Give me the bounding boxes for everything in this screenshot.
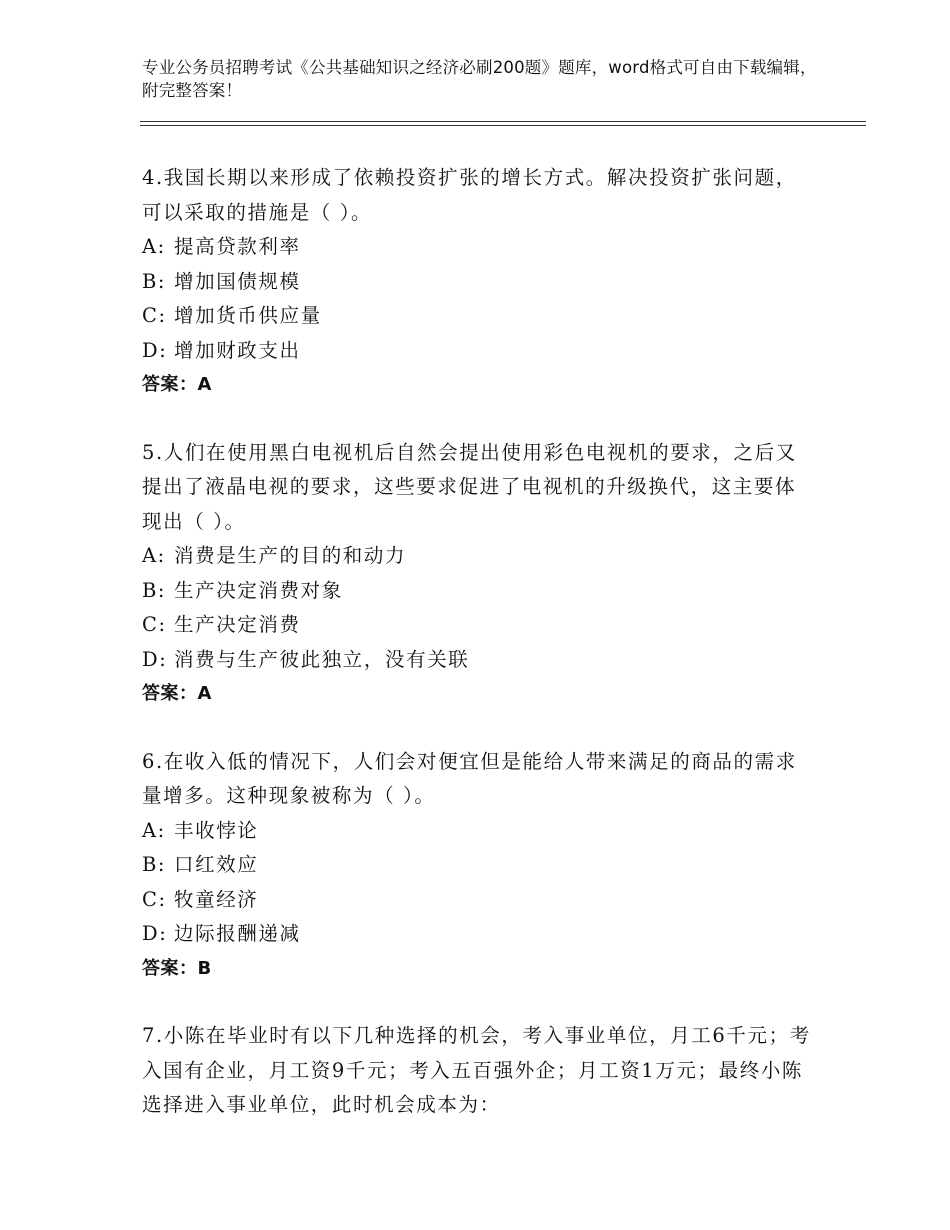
option-d	[142, 334, 812, 369]
option-d	[142, 917, 812, 952]
question-5	[142, 436, 812, 712]
option-key: D:	[142, 338, 168, 362]
option-b	[142, 265, 812, 300]
question-4	[142, 161, 812, 403]
option-a	[142, 230, 812, 265]
option-text: 生产决定消费	[174, 613, 301, 636]
option-b	[142, 848, 812, 883]
header-divider-top	[140, 121, 866, 122]
option-text: 丰收悖论	[174, 818, 259, 842]
answer-label: 答案：A	[142, 683, 212, 704]
option-key: D:	[142, 922, 168, 945]
option-text: 牧童经济	[174, 887, 259, 911]
option-text: 消费是生产的目的和动力	[174, 544, 407, 567]
header-divider-bottom	[140, 125, 866, 126]
option-key: B:	[142, 853, 167, 876]
question-list	[142, 161, 812, 1156]
option-text: 增加财政支出	[174, 338, 301, 362]
question-stem: 4.我国长期以来形成了依赖投资扩张的增长方式。解决投资扩张问题，可以采取的措施是（ ）。	[142, 166, 797, 224]
option-key: B:	[142, 578, 167, 602]
question-stem: 5.人们在使用黑白电视机后自然会提出使用彩色电视机的要求，之后又提出了液晶电视的要求，这些要求促进了电视机的升级换代，这主要体现出（ ）。	[142, 440, 797, 533]
option-text: 口红效应	[174, 853, 259, 876]
option-b	[142, 574, 812, 609]
option-key: B:	[142, 269, 167, 293]
option-text: 增加国债规模	[174, 269, 301, 293]
question-6	[142, 745, 812, 987]
option-key: A:	[142, 235, 166, 258]
question-stem: 6.在收入低的情况下，人们会对便宜但是能给人带来满足的商品的需求量增多。这种现象被称为（ ）。	[142, 749, 797, 807]
option-c	[142, 608, 812, 643]
option-a	[142, 539, 812, 574]
option-a	[142, 814, 812, 849]
option-key: A:	[142, 544, 166, 567]
answer-label: 答案：A	[142, 374, 212, 395]
option-key: C:	[142, 304, 167, 327]
option-c	[142, 883, 812, 918]
option-d	[142, 643, 812, 678]
option-c	[142, 299, 812, 334]
option-text: 增加货币供应量	[174, 304, 322, 327]
question-7	[142, 1019, 812, 1123]
option-text: 生产决定消费对象	[174, 578, 343, 602]
option-text: 边际报酬递减	[174, 922, 301, 945]
question-stem: 7.小陈在毕业时有以下几种选择的机会，考入事业单位，月工6千元；考入国有企业，月工资9千元；考入五百强外企；月工资1万元；最终小陈选择进入事业单位，此时机会成本为：	[142, 1024, 811, 1116]
option-key: C:	[142, 887, 167, 911]
answer-label: 答案：B	[142, 957, 212, 979]
option-key: D:	[142, 647, 168, 671]
option-key: C:	[142, 613, 167, 636]
option-text: 消费与生产彼此独立，没有关联	[174, 647, 470, 671]
option-key: A:	[142, 818, 166, 842]
option-text: 提高贷款利率	[174, 235, 301, 258]
document-header: 专业公务员招聘考试《公共基础知识之经济必刷200题》题库，word格式可自由下载编辑，附完整答案！	[142, 58, 817, 100]
